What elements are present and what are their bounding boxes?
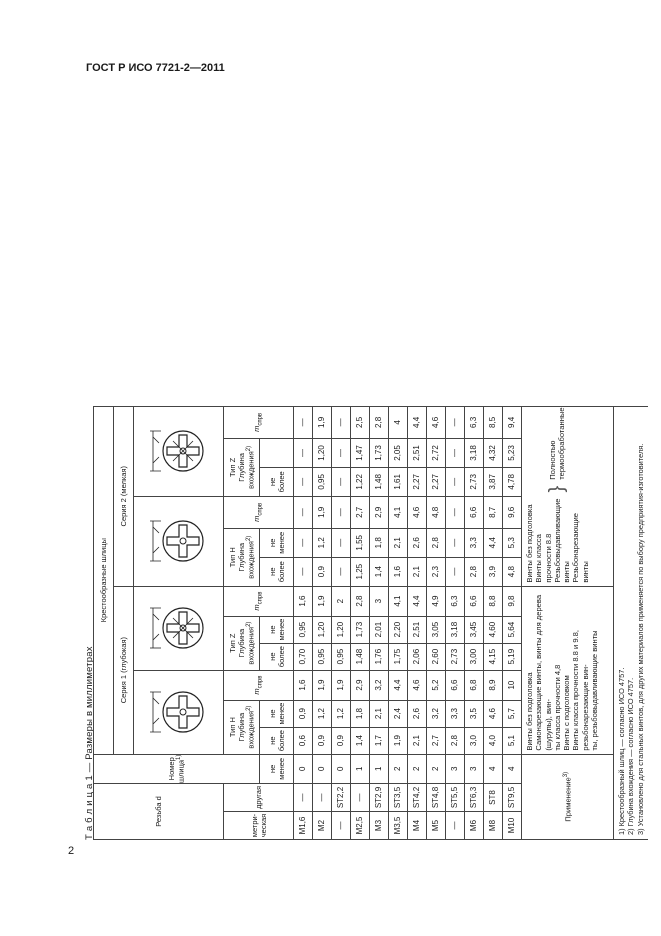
table-cell: 2,7 — [427, 727, 446, 754]
table-cell: 1,20 — [313, 616, 332, 643]
table-cell: 2,51 — [408, 439, 427, 468]
table-cell: 1,7 — [370, 727, 389, 754]
table-cell: M3 — [370, 812, 389, 840]
table-cell: 6,3 — [446, 586, 465, 616]
m-subscript: спрв — [257, 412, 264, 426]
table-row — [389, 406, 408, 839]
m-symbol: m — [252, 604, 262, 611]
table-cell: 3 — [446, 754, 465, 783]
m-subscript: спрв — [257, 502, 264, 516]
phillips-slot-icon — [147, 509, 211, 573]
table-cell: 4,60 — [484, 616, 503, 643]
m-symbol: m — [252, 425, 262, 432]
phillips-slot-icon — [147, 680, 211, 744]
slot-drawing-s2-h — [134, 496, 224, 586]
max-header: не более — [260, 643, 294, 670]
table-cell: 1,9 — [313, 406, 332, 438]
table-cell: 5,3 — [503, 528, 522, 557]
table-cell: 1,25 — [351, 557, 370, 586]
table-cell: — — [351, 784, 370, 812]
type-label: Тип H — [227, 547, 237, 568]
table-cell: 6,3 — [465, 406, 484, 438]
table-cell: 3,18 — [465, 439, 484, 468]
table-cell: 3,9 — [484, 557, 503, 586]
table-cell: 2,72 — [427, 439, 446, 468]
table-cell: — — [294, 439, 313, 468]
table-cell: 2,01 — [370, 616, 389, 643]
table-cell: 4,1 — [389, 586, 408, 616]
table-cell: 1,20 — [313, 439, 332, 468]
table-cell: 4,4 — [484, 528, 503, 557]
m-ref-header — [224, 496, 294, 528]
table-cell: 5,19 — [503, 643, 522, 670]
table-cell: 3,87 — [484, 467, 503, 496]
table-cell: 6,6 — [446, 670, 465, 700]
table-cell: — — [446, 467, 465, 496]
table-cell: — — [446, 528, 465, 557]
table-row — [465, 406, 484, 839]
table-cell: 0,95 — [294, 616, 313, 643]
table-cell: 1,55 — [351, 528, 370, 557]
table-cell: 1,73 — [351, 616, 370, 643]
depth-label: Глубина вхождения — [236, 626, 256, 665]
table-cell: 1,9 — [313, 670, 332, 700]
table-row — [332, 406, 351, 839]
table-cell: 2,73 — [446, 643, 465, 670]
table-cell: — — [446, 406, 465, 438]
type-depth-header — [224, 528, 260, 586]
document-header: ГОСТ Р ИСО 7721-2—2011 — [86, 62, 225, 74]
footnotes-row — [614, 406, 648, 839]
table-cell: — — [332, 496, 351, 528]
footnote-mark: 3) — [562, 771, 569, 778]
m-ref-header — [224, 406, 294, 438]
depth-label: Глубина вхождения — [236, 710, 256, 749]
table-cell: 9,4 — [503, 406, 522, 438]
table-cell: ST4,8 — [427, 784, 446, 812]
table-cell: 2,9 — [370, 496, 389, 528]
metric-header: метри-ческая — [224, 812, 294, 840]
application-line: Винты класса прочности 8.8 и 9.8, резьбонарезающие вин- — [571, 629, 590, 751]
table-cell: ST3,5 — [389, 784, 408, 812]
table-cell: 2,8 — [351, 586, 370, 616]
table-cell: ST4,2 — [408, 784, 427, 812]
table-cell: 4 — [484, 754, 503, 783]
footnote: 1) Крестообразный шлиц — согласно ИСО 4757. — [617, 667, 626, 835]
table-cell: 1,47 — [351, 439, 370, 468]
table-cell: 4,1 — [389, 496, 408, 528]
table-cell: 1,9 — [332, 670, 351, 700]
table-cell: 1,2 — [313, 700, 332, 727]
pozidriv-slot-icon — [147, 419, 211, 483]
table-cell: 1,2 — [332, 700, 351, 727]
table-cell: 0,9 — [313, 557, 332, 586]
max-header: не более — [260, 727, 294, 754]
brace-icon: } — [546, 485, 569, 493]
table-cell: 8,7 — [484, 496, 503, 528]
table-cell: 1,61 — [389, 467, 408, 496]
table-cell: 4,6 — [427, 406, 446, 438]
max-header: не более — [260, 467, 294, 496]
table-cell: 3,5 — [465, 700, 484, 727]
table-cell: 1,9 — [389, 727, 408, 754]
table-cell: 2,6 — [408, 700, 427, 727]
table-cell: M6 — [465, 812, 484, 840]
table-cell: — — [446, 557, 465, 586]
m-ref-header — [224, 670, 294, 700]
table-cell: 9,6 — [503, 496, 522, 528]
table-cell: 4,4 — [408, 586, 427, 616]
table-row — [313, 406, 332, 839]
table-cell: 0,70 — [294, 643, 313, 670]
table-cell: 6,6 — [465, 496, 484, 528]
table-cell: 4,32 — [484, 439, 503, 468]
table-cell: ST5,5 — [446, 784, 465, 812]
table-cell: 1 — [351, 754, 370, 783]
table-row — [408, 406, 427, 839]
table-cell: 5,7 — [503, 700, 522, 727]
table-cell: — — [332, 528, 351, 557]
table-cell: 4 — [503, 754, 522, 783]
table-cell: 1,75 — [389, 643, 408, 670]
table-cell: — — [332, 406, 351, 438]
table-cell: 4,0 — [484, 727, 503, 754]
table-cell: ST2,9 — [370, 784, 389, 812]
table-cell: 0 — [294, 754, 313, 783]
type-label: Тип H — [227, 717, 237, 738]
application-line: Винты класса прочности 8.8 — [534, 533, 553, 583]
table-cell: ST9,5 — [503, 784, 522, 812]
table-cell: — — [294, 528, 313, 557]
table-row — [351, 406, 370, 839]
table-cell: 1,22 — [351, 467, 370, 496]
table-cell: 5,64 — [503, 616, 522, 643]
table-cell: ST8 — [484, 784, 503, 812]
table-cell: M10 — [503, 812, 522, 840]
table-cell: M3,5 — [389, 812, 408, 840]
table-cell: 0 — [332, 754, 351, 783]
application-series-1 — [522, 586, 614, 754]
table-cell: — — [294, 784, 313, 812]
table-cell: 2 — [332, 586, 351, 616]
footnote-mark: 2) — [245, 705, 252, 711]
table-cell: 4,8 — [503, 557, 522, 586]
table-cell: M5 — [427, 812, 446, 840]
table-cell: 0,95 — [313, 643, 332, 670]
table-cell: 3,2 — [427, 700, 446, 727]
table-cell: — — [332, 467, 351, 496]
table-row — [294, 406, 313, 839]
table-cell: 1,9 — [313, 586, 332, 616]
table-cell: 0,9 — [294, 700, 313, 727]
table-cell: ST6,3 — [465, 784, 484, 812]
slot-drawing-s1-z — [134, 586, 224, 670]
series-2-header: Серия 2 (мелкая) — [114, 406, 134, 586]
table-row — [484, 406, 503, 839]
table-cell: — — [446, 812, 465, 840]
series-1-header: Серия 1 (глубокая) — [114, 586, 134, 754]
table-cell: 1,2 — [313, 528, 332, 557]
table-cell: 1,48 — [370, 467, 389, 496]
cross-slots-header: Крестообразные шлицы — [94, 406, 114, 754]
table-cell: 1 — [370, 754, 389, 783]
table-cell: 9,8 — [503, 586, 522, 616]
table-cell: 3 — [465, 754, 484, 783]
table-cell: 1,73 — [370, 439, 389, 468]
application-line: Винты без подголовка — [525, 672, 534, 751]
table-cell: M2,5 — [351, 812, 370, 840]
application-line: ты, резьбовыдавливающие винты — [589, 630, 599, 751]
m-symbol: m — [252, 688, 262, 695]
application-text: Применение — [563, 777, 573, 822]
thread-header: Резьба d — [94, 784, 224, 840]
min-header: не менее — [260, 616, 294, 643]
type-depth-header — [224, 700, 260, 754]
table-cell: 2,1 — [408, 557, 427, 586]
m-subscript: спрв — [257, 675, 264, 689]
table-cell: 4,9 — [427, 586, 446, 616]
table-cell: 4,8 — [427, 496, 446, 528]
table-cell: 2,1 — [370, 700, 389, 727]
table-cell: 6,6 — [465, 586, 484, 616]
table-cell: 1,6 — [294, 586, 313, 616]
application-line: Самонарезающие винты, винты для дерева (шурупы), вин- — [534, 594, 553, 751]
table-cell: 2,20 — [389, 616, 408, 643]
table-cell: 1,48 — [351, 643, 370, 670]
other-header: другая — [224, 784, 294, 812]
table-row — [370, 406, 389, 839]
table-cell: M4 — [408, 812, 427, 840]
table-cell: 4,4 — [389, 670, 408, 700]
slot-drawing-s2-z — [134, 406, 224, 496]
pozidriv-slot-icon — [147, 596, 211, 660]
footnote-mark: 2) — [245, 535, 252, 542]
table-cell: 1,20 — [332, 616, 351, 643]
min-header: не менее — [260, 528, 294, 557]
table-cell: 2,4 — [389, 700, 408, 727]
application-line: Винты с подголовком — [562, 675, 571, 751]
table-cell: 2,73 — [465, 467, 484, 496]
table-cell: 2,27 — [408, 467, 427, 496]
application-series-2 — [522, 406, 614, 586]
table-cell: 4,4 — [408, 406, 427, 438]
table-cell: 1,8 — [370, 528, 389, 557]
table-cell: 2,27 — [427, 467, 446, 496]
table-cell: — — [294, 496, 313, 528]
table-cell: 2,8 — [427, 528, 446, 557]
table-cell: 3,18 — [446, 616, 465, 643]
table-cell: 1,4 — [370, 557, 389, 586]
table-cell: 2,3 — [427, 557, 446, 586]
slot-drawing-s1-h — [134, 670, 224, 754]
rotated-table-block — [84, 80, 645, 840]
page-number: 2 — [68, 845, 75, 857]
table-cell: — — [332, 439, 351, 468]
type-label: Тип Z — [227, 457, 237, 477]
table-cell: M8 — [484, 812, 503, 840]
table-cell: 2 — [389, 754, 408, 783]
table-row — [446, 406, 465, 839]
table-cell: 3,3 — [446, 700, 465, 727]
table-cell: 5,23 — [503, 439, 522, 468]
table-cell: 4,6 — [408, 670, 427, 700]
table-cell: 2,51 — [408, 616, 427, 643]
depth-label: Глубина вхождения — [236, 451, 256, 489]
table-cell: M1,6 — [294, 812, 313, 840]
min-header: не менее — [260, 700, 294, 727]
table-cell: 10 — [503, 670, 522, 700]
depth-label: Глубина вхождения — [236, 541, 256, 579]
table-cell: 2,8 — [370, 406, 389, 438]
table-cell: 1,4 — [351, 727, 370, 754]
table-cell: — — [294, 557, 313, 586]
table-cell: 4,15 — [484, 643, 503, 670]
table-cell: 1,76 — [370, 643, 389, 670]
table-cell: 0,9 — [332, 727, 351, 754]
table-cell: — — [332, 557, 351, 586]
max-header: не более — [260, 557, 294, 586]
type-depth-header — [224, 616, 260, 670]
table-cell: 3,3 — [465, 528, 484, 557]
table-cell: 0,6 — [294, 727, 313, 754]
table-cell: 2,8 — [446, 727, 465, 754]
application-line: Резьбонарезающие винты — [571, 512, 590, 583]
table-cell: 4,6 — [408, 496, 427, 528]
table-cell: 2,5 — [351, 406, 370, 438]
application-label — [522, 754, 614, 839]
table-cell: 8,5 — [484, 406, 503, 438]
table-cell: 0,9 — [313, 727, 332, 754]
table-cell: 5,1 — [503, 727, 522, 754]
application-line: ты класса прочности 4,8 — [552, 664, 562, 751]
table-cell: 0,95 — [313, 467, 332, 496]
table-cell: 1,8 — [351, 700, 370, 727]
table-cell: 8,9 — [484, 670, 503, 700]
table-cell: 3,0 — [465, 727, 484, 754]
table-cell: M2 — [313, 812, 332, 840]
table-cell: 2,7 — [351, 496, 370, 528]
table-cell: ST2,2 — [332, 784, 351, 812]
table-cell: 2 — [408, 754, 427, 783]
table-cell: 1,6 — [389, 557, 408, 586]
table-cell: — — [446, 439, 465, 468]
table-cell: 3,00 — [465, 643, 484, 670]
table-cell: 3 — [370, 586, 389, 616]
table-row — [503, 406, 522, 839]
table-cell: 2,8 — [465, 557, 484, 586]
m-symbol: m — [252, 515, 262, 522]
table-cell: — — [313, 784, 332, 812]
min-header: не менее — [260, 754, 294, 783]
table-cell: 4,6 — [484, 700, 503, 727]
footnote-mark: 2) — [245, 445, 252, 452]
table-cell: 3,05 — [427, 616, 446, 643]
dimensions-table — [93, 406, 648, 840]
table-cell: 2 — [427, 754, 446, 783]
table-cell: 3,45 — [465, 616, 484, 643]
footnote-mark: 2) — [245, 621, 252, 627]
slot-number-header: Номер шлица$^{1)}$ — [94, 754, 260, 783]
table-cell: 6,8 — [465, 670, 484, 700]
footnotes — [614, 406, 648, 839]
table-row — [427, 406, 446, 839]
table-cell: — — [294, 467, 313, 496]
m-subscript: спрв — [257, 591, 264, 605]
m-ref-header — [224, 586, 294, 616]
table-cell: 1,6 — [294, 670, 313, 700]
table-cell: 0,95 — [332, 643, 351, 670]
type-depth-header — [224, 439, 260, 497]
table-cell: 1,9 — [313, 496, 332, 528]
table-cell: 4 — [389, 406, 408, 438]
type-label: Тип Z — [227, 633, 237, 653]
table-cell: 2,06 — [408, 643, 427, 670]
table-cell: 2,9 — [351, 670, 370, 700]
table-caption: Т а б л и ц а 1 — Размеры в миллиметрах — [84, 646, 95, 840]
footnote: 2) Глубина вхождения — согласно ИСО 4757. — [626, 677, 636, 835]
table-cell: 2,6 — [408, 528, 427, 557]
application-line: Резьбовыдавливающие винты — [552, 498, 571, 583]
application-line: Полностью термообработанные — [548, 407, 567, 480]
table-cell: 2,05 — [389, 439, 408, 468]
table-cell: 2,60 — [427, 643, 446, 670]
table-cell: 0 — [313, 754, 332, 783]
table-cell: 5,2 — [427, 670, 446, 700]
table-cell: — — [446, 496, 465, 528]
application-line: Винты без подголовка — [525, 504, 534, 583]
footnote: 3) Установлено для стальных винтов, для других материалов применяется по выбору предприятия-изготовителя. — [635, 443, 645, 835]
table-cell: 2,1 — [389, 528, 408, 557]
table-cell: 3,2 — [370, 670, 389, 700]
table-cell: 8,8 — [484, 586, 503, 616]
table-cell: — — [332, 812, 351, 840]
table-cell: — — [294, 406, 313, 438]
application-row — [522, 406, 614, 839]
table-cell: 4,78 — [503, 467, 522, 496]
table-cell: 2,1 — [408, 727, 427, 754]
